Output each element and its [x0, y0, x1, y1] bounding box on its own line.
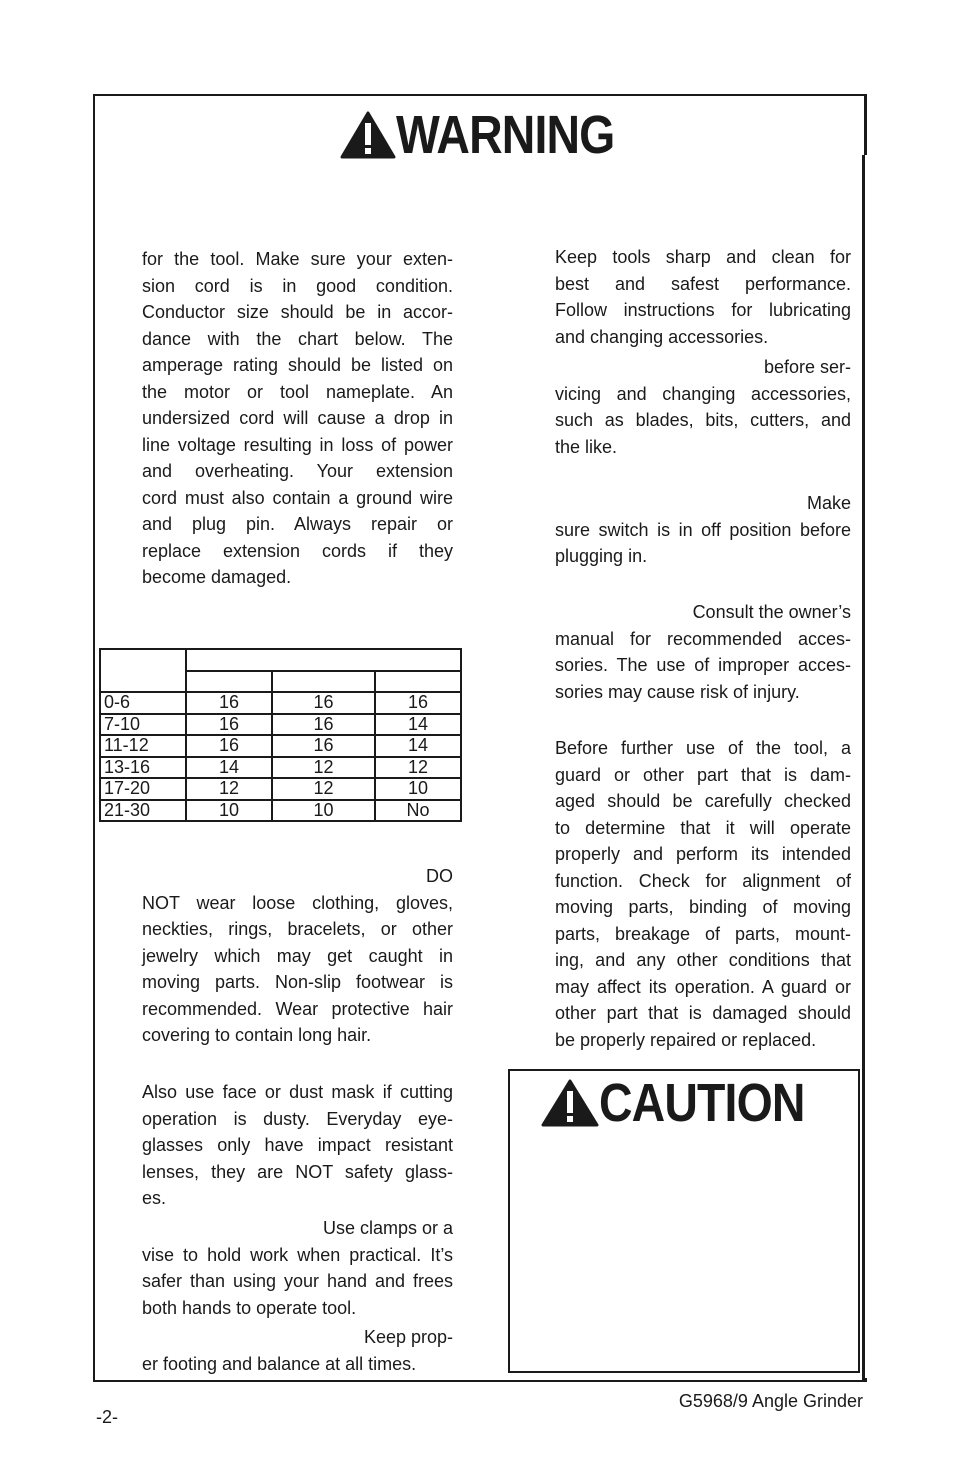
warning-banner	[340, 105, 650, 165]
text-line: replace extension cords if they	[142, 540, 453, 561]
text-line: safer than using your hand and frees	[142, 1271, 453, 1291]
text-line: Before further use of the tool, a	[555, 738, 851, 758]
amperage-cell: 21-30	[100, 800, 186, 822]
clothing-paragraph	[142, 863, 453, 1049]
frame-right-edge	[862, 155, 865, 1380]
gauge-cell: No	[375, 800, 461, 822]
gauge-cell: 12	[272, 757, 375, 779]
sharp-paragraph	[555, 244, 851, 350]
text-line: plugging in.	[555, 546, 648, 566]
text-line: dance with the chart below. The	[142, 328, 453, 349]
table-row	[100, 735, 461, 757]
gauge-cell: 16	[186, 714, 272, 736]
gauge-cell: 16	[186, 692, 272, 714]
disconnect-lead: before ser-	[763, 357, 851, 377]
footing-lead: Keep prop-	[363, 1327, 453, 1347]
text-line: be properly repaired or replaced.	[555, 1029, 817, 1050]
text-line: become damaged.	[142, 567, 292, 587]
gauge-cell: 16	[186, 735, 272, 757]
text-line: line voltage resulting in loss of power	[142, 434, 453, 455]
text-line: ing, and any other conditions that	[555, 950, 851, 970]
table-header-cell	[272, 671, 375, 693]
text-line: and overheating. Your extension	[142, 461, 453, 481]
text-line: properly and perform its intended	[555, 844, 851, 864]
text-line: er footing and balance at all times.	[142, 1353, 417, 1374]
caution-banner	[541, 1073, 838, 1133]
warning-title: WARNING	[396, 105, 615, 165]
clamps-paragraph	[142, 1215, 453, 1321]
table-row	[100, 714, 461, 736]
text-line: NOT wear loose clothing, gloves,	[142, 892, 453, 913]
text-line: amperage rating should be listed on	[142, 355, 453, 375]
amperage-cell: 17-20	[100, 778, 186, 800]
table-row	[100, 757, 461, 779]
text-line: covering to contain long hair.	[142, 1025, 372, 1045]
footer-model-name: G5968/9 Angle Grinder	[678, 1391, 863, 1411]
text-line: neckties, rings, bracelets, or other	[142, 919, 453, 939]
table-header-cell	[186, 649, 461, 671]
text-line: for the tool. Make sure your exten-	[142, 249, 453, 269]
text-line: such as blades, bits, cutters, and	[555, 410, 851, 430]
gauge-cell: 10	[186, 800, 272, 822]
table-header-cell	[375, 671, 461, 693]
gauge-cell: 10	[375, 778, 461, 800]
text-line: the like.	[555, 436, 618, 457]
text-line: function. Check for alignment of	[555, 870, 851, 891]
accessories-paragraph	[555, 599, 851, 705]
text-line: vise to hold work when practical. It’s	[142, 1244, 453, 1265]
text-line: jewelry which may get caught in	[142, 945, 453, 966]
text-line: guard or other part that is dam-	[555, 764, 851, 785]
text-line: Conductor size should be in accor-	[142, 302, 453, 322]
amperage-cell: 11-12	[100, 735, 186, 757]
text-line: undersized cord will cause a drop in	[142, 408, 453, 428]
amperage-cell: 13-16	[100, 757, 186, 779]
gauge-cell: 14	[186, 757, 272, 779]
text-line: sories may cause risk of injury.	[555, 681, 800, 702]
gauge-cell: 12	[272, 778, 375, 800]
extension-cord-paragraph	[142, 246, 453, 591]
disconnect-paragraph	[555, 354, 851, 460]
gauge-cell: 16	[272, 735, 375, 757]
table-row	[100, 800, 461, 822]
table-row	[100, 778, 461, 800]
extension-cord-table	[99, 648, 462, 822]
glasses-paragraph	[142, 1079, 453, 1212]
text-line: may affect its operation. A guard or	[555, 976, 851, 997]
gauge-cell: 14	[375, 735, 461, 757]
text-line: to determine that it will operate	[555, 817, 851, 838]
text-line: moving parts. Non-slip footwear is	[142, 972, 453, 992]
table-header-cell	[100, 649, 186, 692]
table-row	[100, 692, 461, 714]
text-line: aged should be carefully checked	[555, 791, 851, 811]
text-line: sories. The use of improper acces-	[555, 655, 851, 675]
gauge-cell: 16	[272, 692, 375, 714]
text-line: other part that is damaged should	[555, 1003, 851, 1023]
text-line: es.	[142, 1188, 167, 1208]
text-line: manual for recommended acces-	[555, 628, 851, 649]
text-line: operation is dusty. Everyday eye-	[142, 1108, 453, 1129]
text-line: and plug pin. Always repair or	[142, 514, 453, 534]
damaged-parts-paragraph	[555, 735, 851, 1053]
caution-title: CAUTION	[599, 1073, 805, 1133]
gauge-cell: 12	[375, 757, 461, 779]
accessories-lead: Consult the owner’s	[692, 602, 851, 622]
text-line: sure switch is in off position before	[555, 519, 851, 540]
text-line: Also use face or dust mask if cutting	[142, 1082, 453, 1102]
text-line: Follow instructions for lubricating	[555, 300, 851, 320]
text-line: Keep tools sharp and clean for	[555, 247, 851, 267]
text-line: cord must also contain a ground wire	[142, 487, 453, 508]
exclamation-triangle-icon	[340, 111, 396, 159]
text-line: recommended. Wear protective hair	[142, 998, 453, 1019]
table-header-row	[100, 649, 461, 671]
gauge-cell: 14	[375, 714, 461, 736]
switch-lead: Make	[806, 493, 851, 513]
text-line: the motor or tool nameplate. An	[142, 381, 453, 402]
amperage-cell: 0-6	[100, 692, 186, 714]
text-line: both hands to operate tool.	[142, 1297, 357, 1318]
gauge-cell: 10	[272, 800, 375, 822]
clamps-lead: Use clamps or a	[322, 1218, 453, 1238]
text-line: best and safest performance.	[555, 273, 851, 294]
gauge-cell: 16	[272, 714, 375, 736]
text-line: moving parts, binding of moving	[555, 897, 851, 917]
text-line: and changing accessories.	[555, 326, 769, 347]
text-line: parts, breakage of parts, mount-	[555, 923, 851, 944]
text-line: vicing and changing accessories,	[555, 383, 851, 404]
amperage-cell: 7-10	[100, 714, 186, 736]
text-line: sion cord is in good condition.	[142, 275, 453, 296]
clothing-lead: DO	[426, 866, 453, 886]
footing-paragraph	[142, 1324, 453, 1377]
table-header-cell	[186, 671, 272, 693]
gauge-cell: 12	[186, 778, 272, 800]
gauge-cell: 16	[375, 692, 461, 714]
text-line: lenses, they are NOT safety glass-	[142, 1161, 453, 1182]
switch-paragraph	[555, 490, 851, 570]
exclamation-triangle-icon	[541, 1079, 599, 1127]
page-number: -2-	[96, 1407, 118, 1427]
text-line: glasses only have impact resistant	[142, 1135, 453, 1155]
